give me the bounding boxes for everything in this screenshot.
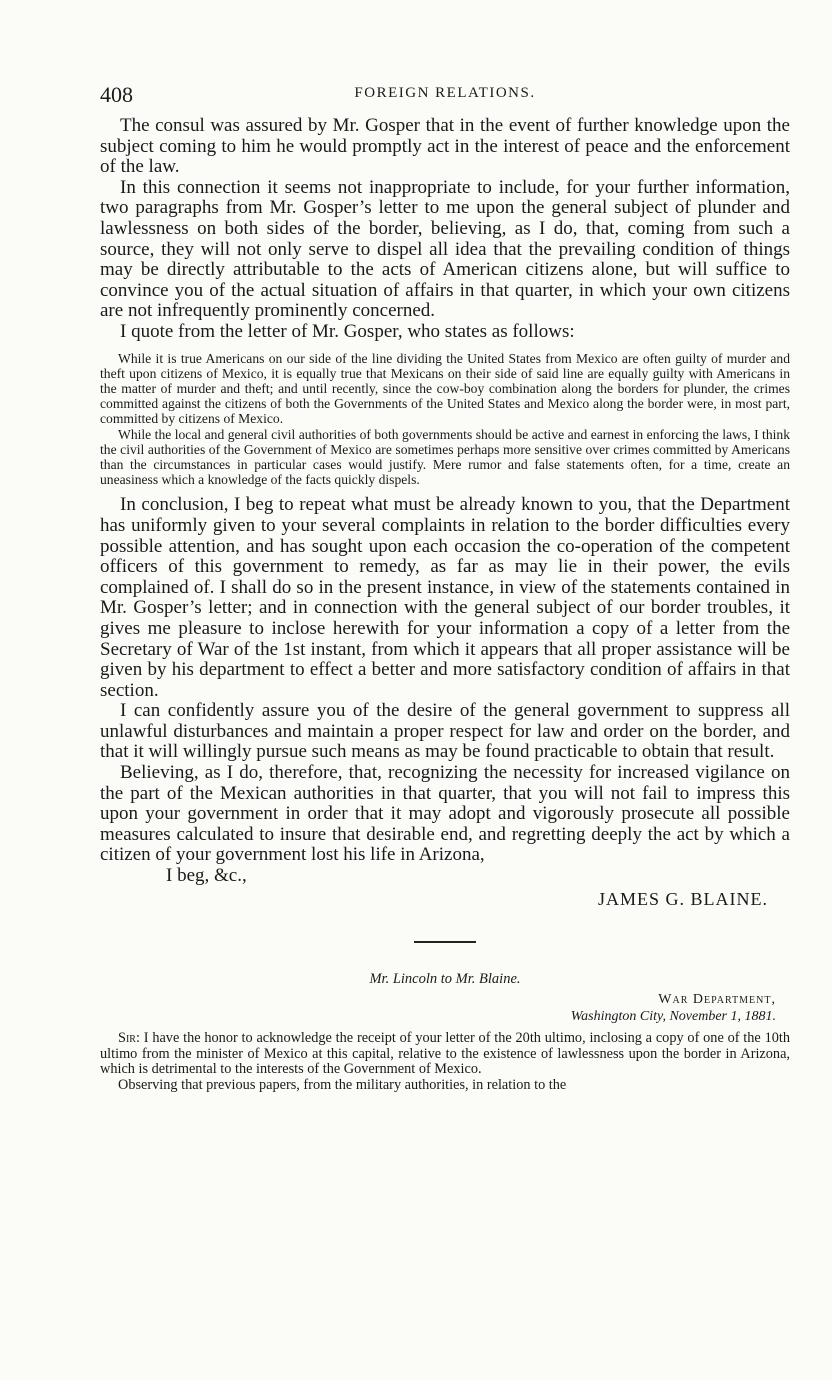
letter-paragraph <box>100 1031 790 1078</box>
block-quote <box>100 351 790 488</box>
letter-body <box>100 1031 790 1093</box>
letter-salutation: Sir: <box>118 1030 140 1047</box>
paragraph-quote-intro: I quote from the letter of Mr. Gosper, who states as follows: <box>120 320 575 342</box>
closing-salutation: I beg, &c., <box>166 865 247 887</box>
quote-paragraph: While it is true Americans on our side of the line dividing the United States from Mexico are often guilty of murder and theft upon citizens of Mexico, it is equally true that Mexicans on their side of said line are equally guilty with Americans in the matter of murder and theft; and until recently, since the cow-boy combination along the borders for plunder, the crimes committed against the citizens of both the Governments of the United States and Mexico along the border were, in most part, committed by citizens of Mexico. <box>100 350 790 427</box>
closing <box>100 866 790 909</box>
letter-paragraph-text: I have the honor to acknowledge the receipt of your letter of the 20th ultimo, inclosing a copy of one of the 10th ultimo from the minister of Mexico at this capital, relative to the existence of lawlessness upon the border in Arizona, which is detrimental to the interests of the Government of Mexico. <box>100 1030 790 1078</box>
body-text-continued <box>100 495 790 866</box>
letter-title: Mr. Lincoln to Mr. Blaine. <box>369 971 521 988</box>
paragraph-consul: The consul was assured by Mr. Gosper that in the event of further knowledge upon the subject coming to him he would promptly act in the interest of peace and the enforcement of the law. <box>100 115 790 178</box>
paragraph-conclusion: In conclusion, I beg to repeat what must be already known to you, that the Department has uniformly given to your several complaints in relation to the border difficulties every possible attention, and has sought upon each occasion the co-operation of the competent officers of this government to remedy, as far as may lie in their power, the evils complained of. I shall do so in the present instance, in view of the statements contained in Mr. Gosper’s letter; and in connection with the general subject of our border troubles, it gives me pleasure to inclose herewith for your information a copy of a letter from the Secretary of War of the 1st instant, from which it appears that all proper assistance will be given by his department to effect a better and more satisfactory condition of affairs in that section. <box>100 494 790 701</box>
page-number: 408 <box>100 82 133 107</box>
running-head: FOREIGN RELATIONS. <box>354 85 536 101</box>
paragraph-believing: Believing, as I do, therefore, that, recognizing the necessity for increased vigilance on the part of the Mexican authorities in that quarter, that you will not fail to impress this upon your government in order that it may adopt and vigorously prosecute all possible measures calculated to insure that desirable end, and regretting deeply the act by which a citizen of your government lost his life in Arizona, <box>100 762 790 866</box>
paragraph-connection: In this connection it seems not inappropriate to include, for your further information, two paragraphs from Mr. Gosper’s letter to me upon the general subject of plunder and lawlessness on both sides of the border, believing, as I do, that, coming from such a source, they will not only serve to dispel all idea that the prevailing condition of things may be directly attributable to the acts of American citizens alone, but will suffice to convince you of the actual situation of affairs in that quarter, in which your own citizens are not infrequently prominently concerned. <box>100 176 790 322</box>
signature: JAMES G. BLAINE. <box>597 888 768 909</box>
paragraph-assurance: I can confidently assure you of the desire of the general government to suppress all unlawful disturbances and maintain a proper respect for law and order on the border, and that it will willingly pursue such means as may be found practicable to obtain that result. <box>100 700 790 763</box>
page-header <box>100 82 790 116</box>
department-line: War Department, <box>658 992 776 1008</box>
body-text <box>100 116 790 343</box>
letter-paragraph: Observing that previous papers, from the military authorities, in relation to the <box>118 1077 567 1094</box>
quote-paragraph: While the local and general civil authorities of both governments should be active and earnest in enforcing the laws, I think the civil authorities of the Government of Mexico are sometimes perhaps more sensitive over crimes committed by Americans than the circumstances in particular cases would justify. Mere rumor and false statements often, for a time, create an uneasiness which a knowledge of the facts quickly dispels. <box>100 426 790 488</box>
document-page <box>100 82 790 1094</box>
place-date-line: Washington City, November 1, 1881. <box>570 1009 776 1025</box>
dateline <box>100 991 790 1025</box>
section-divider <box>414 941 476 943</box>
